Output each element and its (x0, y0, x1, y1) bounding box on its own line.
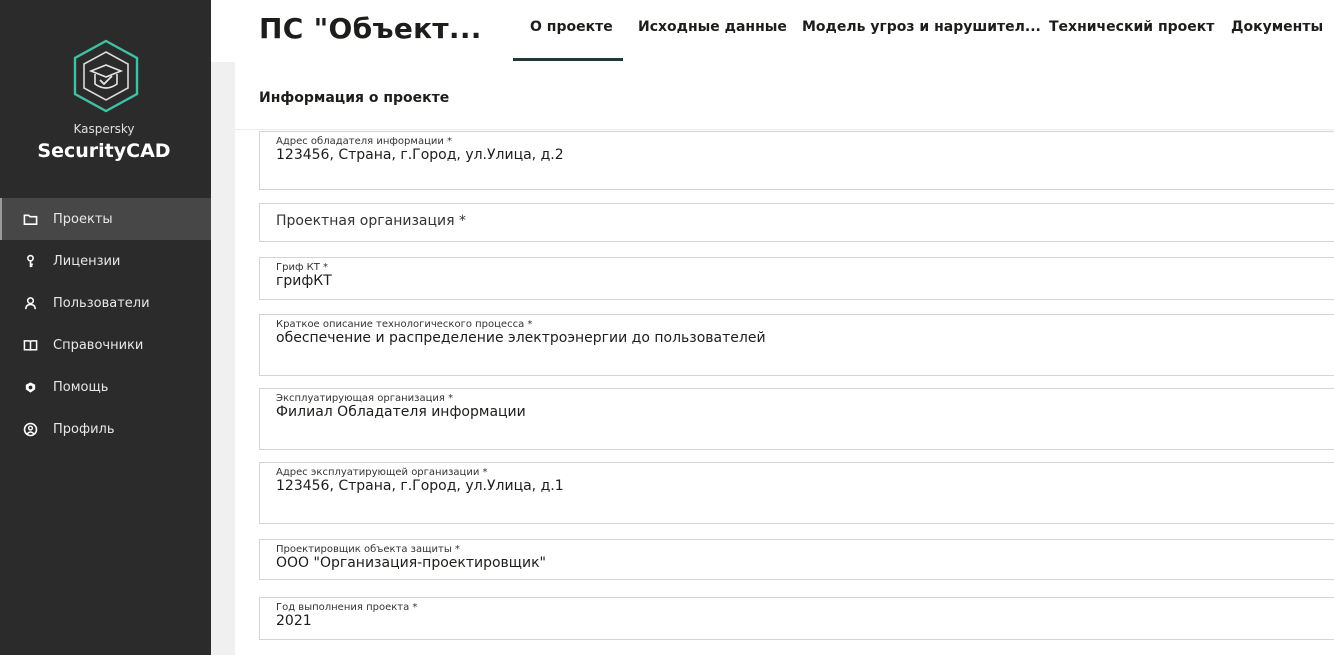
brand-vendor: Kaspersky (73, 122, 135, 136)
field-value: грифКТ (276, 273, 332, 289)
securitycad-logo-icon (71, 38, 141, 114)
folder-icon (22, 211, 38, 227)
profile-icon (22, 421, 38, 437)
section-title: Информация о проекте (259, 90, 450, 106)
field-value: 123456, Страна, г.Город, ул.Улица, д.1 (276, 478, 564, 494)
brand-product: SecurityCAD (37, 140, 171, 162)
field-label: Эксплуатирующая организация * (276, 393, 454, 404)
sidebar-nav (0, 198, 211, 450)
owner-address-field[interactable] (259, 131, 1334, 190)
tab-documents[interactable]: Документы (1231, 19, 1324, 35)
book-icon (22, 337, 38, 353)
project-header (211, 0, 1334, 62)
sidebar-item-label: Проекты (53, 211, 113, 227)
field-label: Год выполнения проекта * (276, 602, 418, 613)
field-value: 123456, Страна, г.Город, ул.Улица, д.2 (276, 147, 564, 163)
user-icon (22, 295, 38, 311)
logo (0, 38, 211, 114)
field-label: Адрес эксплуатирующей организации * (276, 467, 488, 478)
project-year-field[interactable] (259, 597, 1334, 640)
project-title: ПС "Объект... (259, 12, 482, 45)
project-info-panel (235, 62, 1334, 655)
active-tab-indicator (513, 58, 623, 61)
field-value: обеспечение и распределение электроэнергии до пользователей (276, 330, 766, 346)
sidebar-item-help[interactable] (0, 366, 211, 408)
tab-threat-model[interactable]: Модель угроз и нарушител... (802, 19, 1041, 35)
tab-technical-project[interactable]: Технический проект (1049, 19, 1215, 35)
sidebar-item-label: Профиль (53, 421, 115, 437)
tab-source-data[interactable]: Исходные данные (638, 19, 787, 35)
field-value: Филиал Обладателя информации (276, 404, 526, 420)
field-label: Проектировщик объекта защиты * (276, 544, 460, 555)
help-icon (22, 379, 38, 395)
field-label: Гриф КТ * (276, 262, 329, 273)
protection-designer-field[interactable] (259, 539, 1334, 580)
operating-organization-address-field[interactable] (259, 462, 1334, 524)
content-gutter (211, 62, 235, 655)
sidebar-item-projects[interactable] (0, 198, 211, 240)
sidebar-item-label: Лицензии (53, 253, 121, 269)
field-value: ООО "Организация-проектировщик" (276, 555, 546, 571)
tab-about-project[interactable]: О проекте (530, 19, 613, 35)
operating-organization-field[interactable] (259, 388, 1334, 450)
sidebar-item-references[interactable] (0, 324, 211, 366)
design-organization-field[interactable] (259, 203, 1334, 242)
sidebar-item-licenses[interactable] (0, 240, 211, 282)
sidebar (0, 0, 211, 655)
process-description-field[interactable] (259, 314, 1334, 376)
key-icon (22, 253, 38, 269)
sidebar-item-users[interactable] (0, 282, 211, 324)
field-placeholder: Проектная организация * (276, 213, 466, 229)
sidebar-item-label: Справочники (53, 337, 144, 353)
field-label: Краткое описание технологического процесса * (276, 319, 533, 330)
field-value: 2021 (276, 613, 312, 629)
section-header (235, 62, 1334, 130)
sidebar-item-label: Пользователи (53, 295, 150, 311)
sidebar-item-profile[interactable] (0, 408, 211, 450)
sidebar-item-label: Помощь (53, 379, 109, 395)
field-label: Адрес обладателя информации * (276, 136, 453, 147)
classification-field[interactable] (259, 257, 1334, 300)
